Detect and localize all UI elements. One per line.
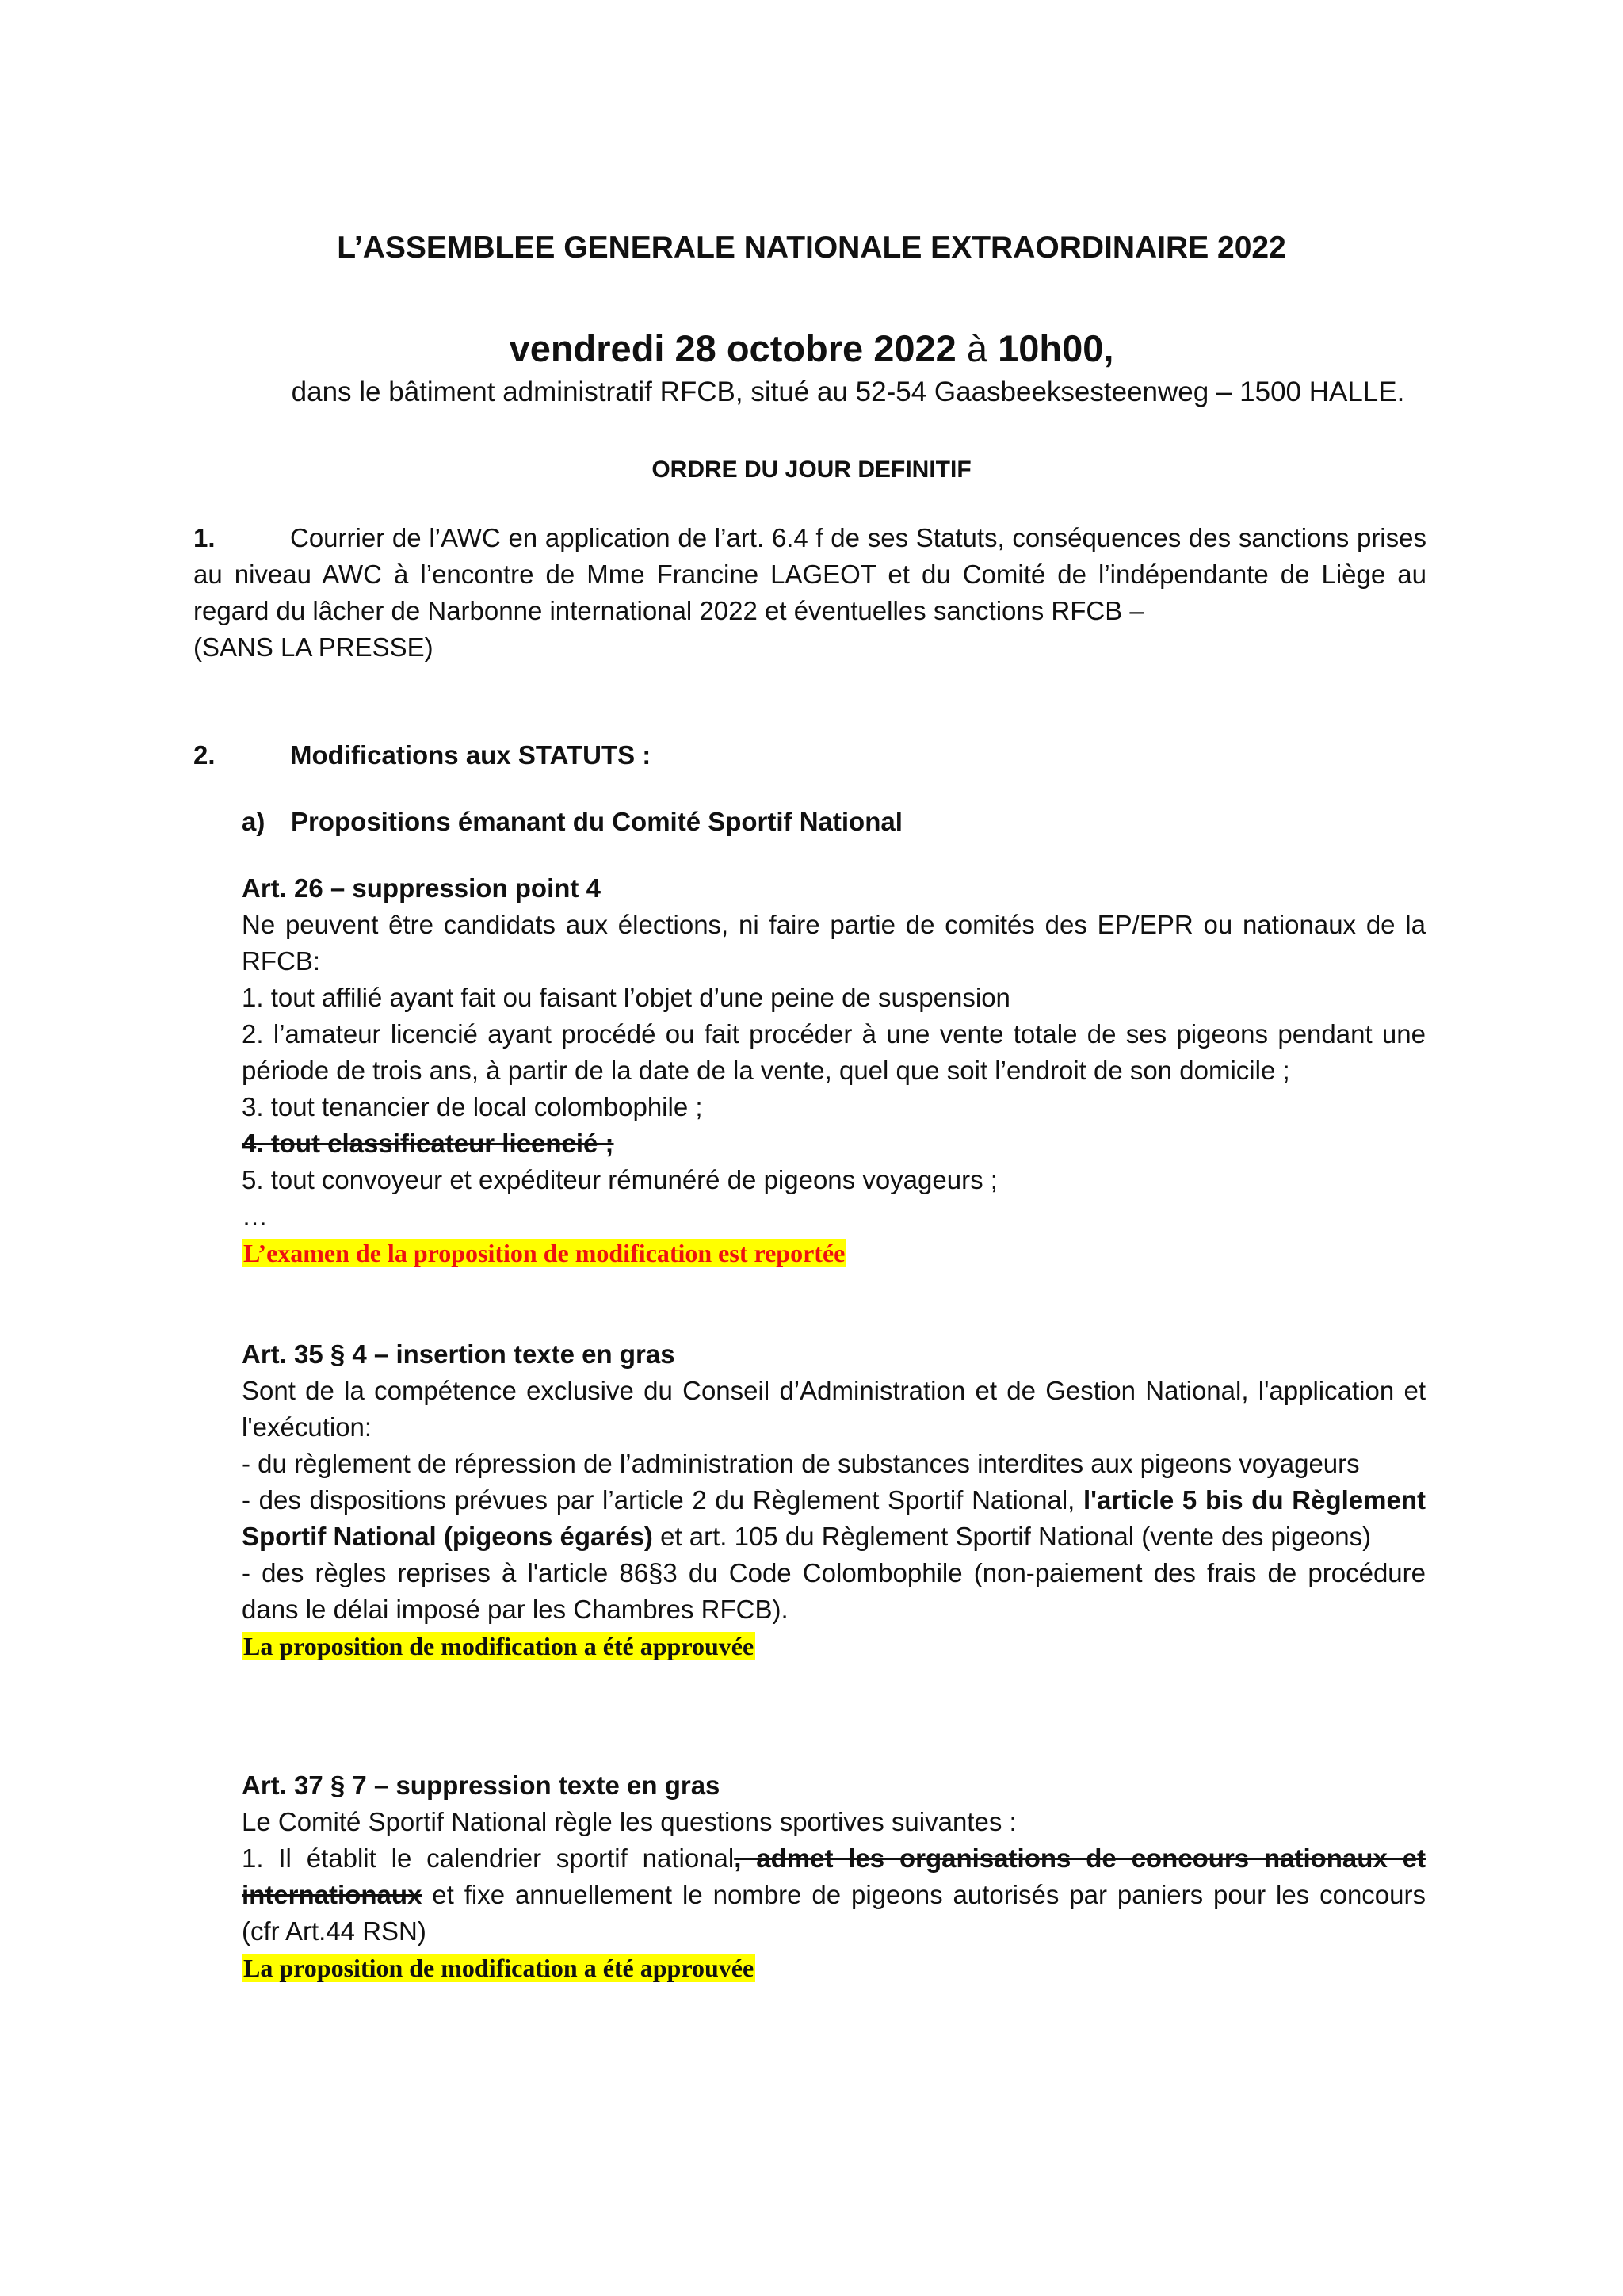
article-37-line-1 <box>242 1840 1426 1950</box>
article-26-point-5: 5. tout convoyeur et expéditeur rémunéré de pigeons voyageurs ; <box>242 1165 998 1194</box>
agenda-item-1-number: 1. <box>193 523 216 552</box>
meeting-date-bold: vendredi 28 octobre 2022 <box>509 327 957 369</box>
meeting-date <box>0 325 1623 372</box>
article-35-line-1: - du règlement de répression de l’administration de substances interdites aux pigeons voyageurs <box>242 1449 1360 1478</box>
meeting-location: dans le bâtiment administratif RFCB, situé au 52-54 Gaasbeeksesteenweg – 1500 HALLE. <box>291 376 1405 407</box>
subsection-a-letter: a) <box>242 807 265 836</box>
article-35-line-2-end: et art. 105 du Règlement Sportif National (vente des pigeons) <box>652 1522 1372 1551</box>
article-37-result: La proposition de modification a été approuvée <box>243 1954 754 1982</box>
article-37-line-1-end: et fixe annuellement le nombre de pigeons autorisés par paniers pour les concours (cfr Art.44 RSN) <box>242 1880 1426 1946</box>
article-35-line-2-start: - des dispositions prévues par l’article 2 du Règlement Sportif National, <box>242 1485 1084 1515</box>
article-35-line-3: - des règles reprises à l'article 86§3 du Code Colombophile (non-paiement des frais de procédure dans le délai imposé par les Chambres RFCB). <box>242 1558 1426 1624</box>
agenda-item-2-title: Modifications aux STATUTS : <box>290 740 651 770</box>
article-35-intro: Sont de la compétence exclusive du Conseil d’Administration et de Gestion National, l'application et l'exécution: <box>242 1376 1426 1442</box>
article-26-heading: Art. 26 – suppression point 4 <box>242 873 601 903</box>
meeting-time: 10h00, <box>998 327 1114 369</box>
article-37-heading: Art. 37 § 7 – suppression texte en gras <box>242 1771 720 1800</box>
agenda-title: ORDRE DU JOUR DEFINITIF <box>651 457 972 483</box>
article-35-heading: Art. 35 § 4 – insertion texte en gras <box>242 1339 675 1369</box>
article-26-point-3: 3. tout tenancier de local colombophile ; <box>242 1092 703 1121</box>
article-26-point-4-struck: 4. tout classificateur licencié ; <box>242 1129 614 1158</box>
article-35-line-2-bold: l'article 5 bis du Règlement Sportif National (pigeons égarés) <box>242 1485 1426 1551</box>
subsection-a-heading <box>242 804 903 840</box>
article-26-block <box>242 870 1426 1271</box>
article-37-line-1-struck: , admet les organisations de concours nationaux et internationaux <box>242 1843 1426 1909</box>
article-26-point-2: 2. l’amateur licencié ayant procédé ou fait procéder à une vente totale de ses pigeons pendant une période de trois ans, à partir de la date de la vente, quel que soit l’endroit de son domicile ; <box>242 1019 1426 1085</box>
article-37-line-1-start: 1. Il établit le calendrier sportif national <box>242 1843 735 1873</box>
article-26-result-wrap <box>242 1235 1426 1271</box>
article-37-intro: Le Comité Sportif National règle les questions sportives suivantes : <box>242 1807 1017 1836</box>
agenda-item-1-text: Courrier de l’AWC en application de l’art. 6.4 f de ses Statuts, conséquences des sanctions prises au niveau AWC à l’encontre de Mme Francine LAGEOT et du Comité de l’indépendante de Liège au regard du lâcher de Narbonne international 2022 et éventuelles sanctions RFCB – <box>193 523 1426 625</box>
meeting-date-a: à <box>956 327 999 369</box>
article-35-result: La proposition de modification a été approuvée <box>243 1632 754 1660</box>
article-35-block <box>242 1336 1426 1664</box>
article-26-point-1: 1. tout affilié ayant fait ou faisant l’objet d’une peine de suspension <box>242 983 1010 1012</box>
agenda-item-1 <box>193 520 1426 666</box>
agenda-item-2-number: 2. <box>193 740 216 770</box>
article-26-ellipsis: … <box>242 1201 268 1231</box>
document-title: L’ASSEMBLEE GENERALE NATIONALE EXTRAORDINAIRE 2022 <box>337 231 1286 265</box>
article-26-intro: Ne peuvent être candidats aux élections, ni faire partie de comités des EP/EPR ou nationaux de la RFCB: <box>242 910 1426 976</box>
article-35-line-2 <box>242 1482 1426 1555</box>
article-37-block <box>242 1767 1426 1986</box>
agenda-item-1-note: (SANS LA PRESSE) <box>193 632 433 662</box>
subsection-a-title: Propositions émanant du Comité Sportif National <box>291 807 903 836</box>
article-35-result-wrap <box>242 1628 1426 1664</box>
agenda-item-2-heading <box>193 737 651 774</box>
article-26-result: L’examen de la proposition de modification est reportée <box>243 1239 846 1267</box>
article-37-result-wrap <box>242 1950 1426 1986</box>
article-26-point-4-wrap <box>242 1125 1426 1162</box>
